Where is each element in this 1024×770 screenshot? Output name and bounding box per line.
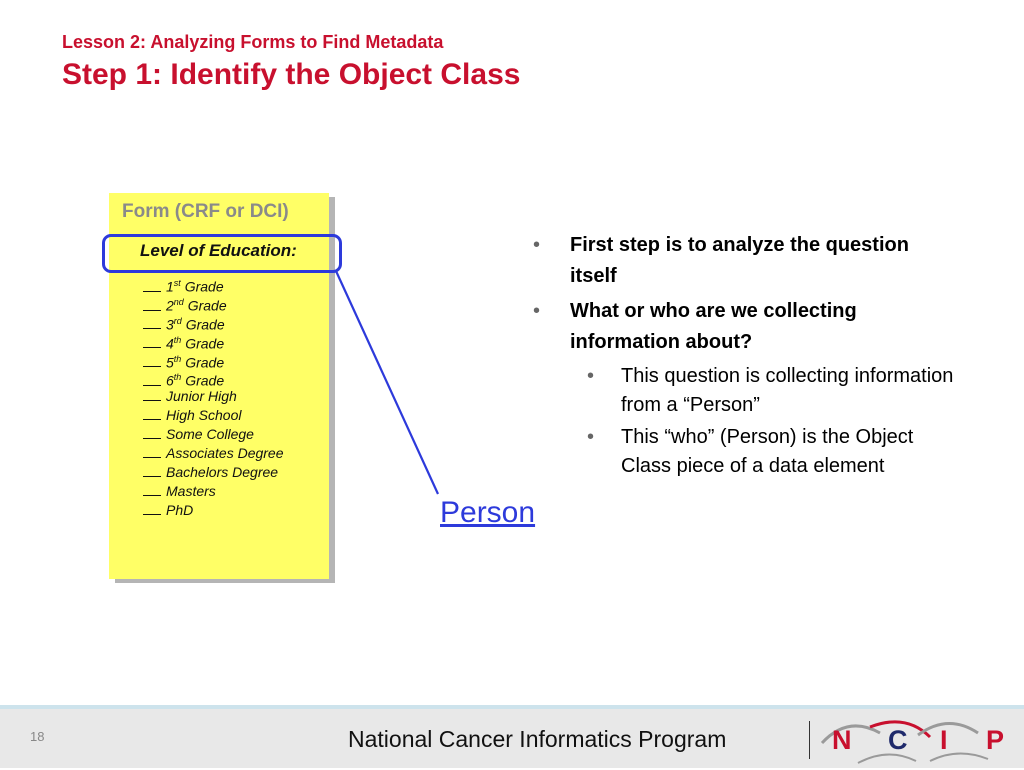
form-option-superscript: st xyxy=(173,278,181,288)
form-option-superscript: rd xyxy=(173,315,182,326)
form-option-text: Some College xyxy=(166,426,254,443)
form-option-suffix: Grade xyxy=(180,278,224,295)
form-field-label: Level of Education: xyxy=(140,241,297,260)
form-option-superscript: nd xyxy=(173,296,184,307)
form-option-text: Junior High xyxy=(166,388,237,405)
ncip-logo xyxy=(818,713,1018,765)
bullet-dot-icon: • xyxy=(533,234,541,256)
bullet-item-level-2 xyxy=(530,423,960,481)
bullet-item-level-1 xyxy=(530,296,960,358)
form-option-text: Associates Degree xyxy=(166,445,284,462)
form-option-suffix: Grade xyxy=(183,297,227,314)
form-option-text: 4 xyxy=(166,335,174,352)
bullet-text: This question is collecting information from a “Person” xyxy=(621,365,954,416)
form-option-text: 5 xyxy=(166,354,174,371)
bullet-text: First step is to analyze the question itself xyxy=(570,234,909,287)
form-option-suffix: Grade xyxy=(181,316,225,333)
footer-separator xyxy=(809,721,810,759)
bullet-item-level-1 xyxy=(530,230,960,292)
bullet-text: What or who are we collecting information about? xyxy=(570,300,857,353)
bullet-dot-icon: • xyxy=(587,426,595,448)
form-option-text: 2 xyxy=(166,297,174,314)
slide-title: Step 1: Identify the Object Class xyxy=(62,58,521,91)
form-option-text: 1 xyxy=(166,278,174,295)
form-option-superscript: th xyxy=(173,353,182,364)
form-option-text: PhD xyxy=(166,501,194,518)
logo-letter-p: P xyxy=(986,725,1005,755)
form-option-text: Masters xyxy=(166,482,216,499)
form-option-text: Bachelors Degree xyxy=(166,463,279,480)
form-option-superscript: th xyxy=(173,372,182,383)
lesson-subtitle: Lesson 2: Analyzing Forms to Find Metadata xyxy=(62,32,444,52)
bullet-item-level-2 xyxy=(530,362,960,420)
logo-letter-i: I xyxy=(940,725,948,755)
form-option-suffix: Grade xyxy=(181,335,225,352)
form-option-suffix: Grade xyxy=(181,354,225,371)
form-option-text: High School xyxy=(166,407,242,424)
object-class-label: Person xyxy=(440,496,536,529)
form-option-text: 6 xyxy=(166,373,174,390)
form-option-superscript: th xyxy=(173,334,182,345)
logo-letter-n: N xyxy=(832,725,852,755)
program-name: National Cancer Informatics Program xyxy=(348,726,727,752)
form-header: Form (CRF or DCI) xyxy=(122,201,289,222)
bullet-dot-icon: • xyxy=(533,300,541,322)
bullet-list xyxy=(530,230,960,484)
logo-letter-c: C xyxy=(888,725,908,755)
form-option-suffix: Grade xyxy=(181,373,225,390)
footer xyxy=(0,709,1024,768)
page-number: 18 xyxy=(30,729,45,744)
bullet-dot-icon: • xyxy=(587,365,595,387)
form-option-text: 3 xyxy=(166,316,174,333)
bullet-text: This “who” (Person) is the Object Class piece of a data element xyxy=(621,426,914,477)
